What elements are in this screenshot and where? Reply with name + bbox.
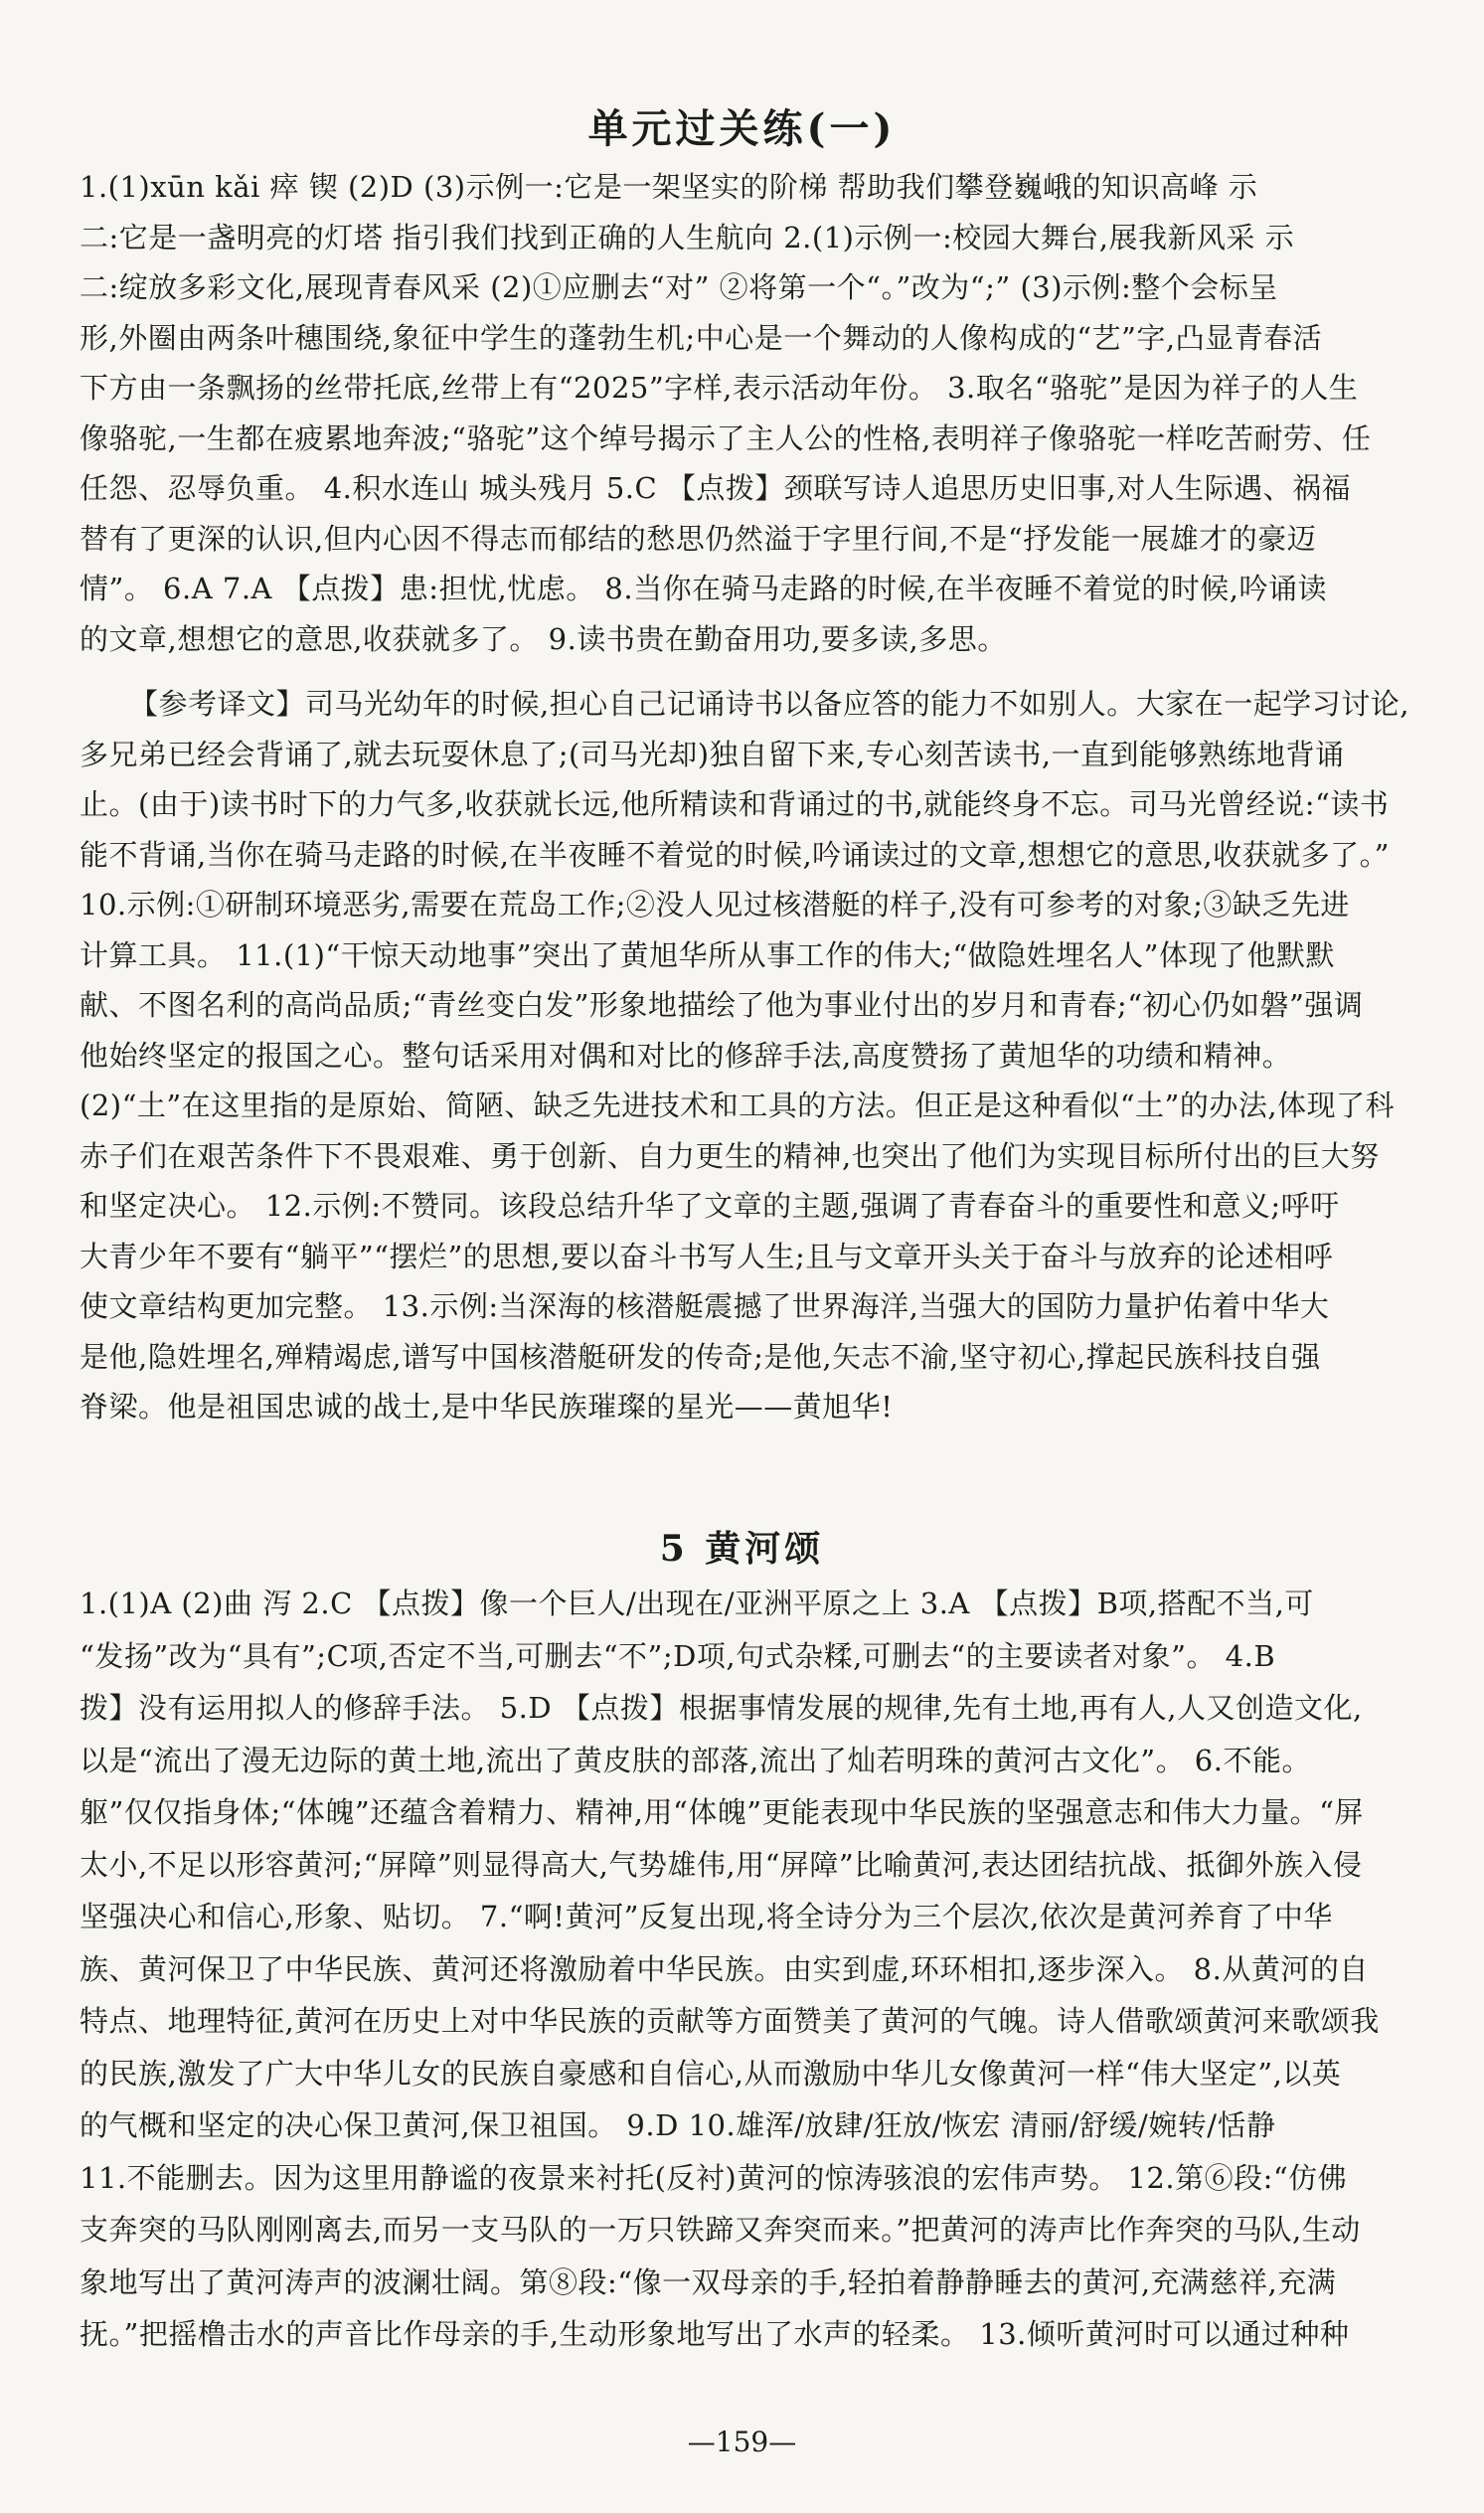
text-line: 躯”仅仅指身体;“体魄”还蕴含着精力、精神,用“体魄”更能表现中华民族的坚强意志和伟大力量。“屏: [80, 1795, 1364, 1829]
text-line: 抚。”把摇橹击水的声音比作母亲的手,生动形象地写出了水声的轻柔。 13.倾听黄河时可以通过种种: [80, 2317, 1350, 2351]
text-line: 拨】没有运用拟人的修辞手法。 5.D 【点拨】根据事情发展的规律,先有土地,再有人,人又创造文化,: [80, 1691, 1363, 1725]
text-line: 止。(由于)读书时下的力气多,收获就长远,他所精读和背诵过的书,就能终身不忘。司马光曾经说:“读书: [80, 787, 1390, 821]
text-line: 大青少年不要有“躺平”“摆烂”的思想,要以奋斗书写人生;且与文章开头关于奋斗与放弃的论述相呼: [80, 1239, 1334, 1273]
text-line: 下方由一条飘扬的丝带托底,丝带上有“2025”字样,表示活动年份。 3.取名“骆驼”是因为祥子的人生: [80, 371, 1359, 405]
text-line: 像骆驼,一生都在疲累地奔波;“骆驼”这个绰号揭示了主人公的性格,表明祥子像骆驼一样吃苦耐劳、任: [80, 420, 1372, 455]
text-line: 献、不图名利的高尚品质;“青丝变白发”形象地描绘了他为事业付出的岁月和青春;“初心仍如磐”强调: [80, 988, 1364, 1022]
text-line: 使文章结构更加完整。 13.示例:当深海的核潜艇震撼了世界海洋,当强大的国防力量护佑着中华大: [80, 1289, 1330, 1323]
text-line: 11.不能删去。因为这里用静谧的夜景来衬托(反衬)黄河的惊涛骇浪的宏伟声势。 12.第⑥段:“仿佛: [80, 2160, 1348, 2195]
text-line: 形,外圈由两条叶穗围绕,象征中学生的蓬勃生机;中心是一个舞动的人像构成的“艺”字,凸显青春活: [80, 320, 1323, 355]
text-line: 支奔突的马队刚刚离去,而另一支马队的一万只铁蹄又奔突而来。”把黄河的涛声比作奔突的马队,生动: [80, 2213, 1361, 2247]
page-number: —159—: [687, 2426, 797, 2458]
text-line: 1.(1)A (2)曲 泻 2.C 【点拨】像一个巨人/出现在/亚洲平原之上 3.A 【点拨】B项,搭配不当,可: [80, 1587, 1314, 1620]
text-line: 的文章,想想它的意思,收获就多了。 9.读书贵在勤奋用功,要多读,多思。: [80, 621, 1007, 656]
text-line: 二:绽放多彩文化,展现青春风采 (2)①应删去“对” ②将第一个“。”改为“;” (3)示例:整个会标呈: [80, 270, 1278, 304]
text-line: 多兄弟已经会背诵了,就去玩耍休息了;(司马光却)独自留下来,专心刻苦读书,一直到能够熟练地背诵: [80, 737, 1345, 771]
text-line: 10.示例:①研制环境恶劣,需要在荒岛工作;②没人见过核潜艇的样子,没有可参考的对象;③缺乏先进: [80, 888, 1350, 921]
text-line: 能不背诵,当你在骑马走路的时候,在半夜睡不着觉的时候,吟诵读过的文章,想想它的意思,收获就多了。”: [80, 837, 1390, 872]
text-line: 特点、地理特征,黄河在历史上对中华民族的贡献等方面赞美了黄河的气魄。诗人借歌颂黄河来歌颂我: [80, 2004, 1380, 2038]
text-line: 【参考译文】司马光幼年的时候,担心自己记诵诗书以备应答的能力不如别人。大家在一起学习讨论,: [129, 687, 1409, 721]
text-line: 1.(1)xūn kǎi 瘁 锲 (2)D (3)示例一:它是一架坚实的阶梯 帮助我们攀登巍峨的知识高峰 示: [80, 170, 1258, 204]
text-line: 坚强决心和信心,形象、贴切。 7.“啊!黄河”反复出现,将全诗分为三个层次,依次是黄河养育了中华: [80, 1900, 1333, 1933]
text-line: 以是“流出了漫无边际的黄土地,流出了黄皮肤的部落,流出了灿若明珠的黄河古文化”。 6.不能。: [80, 1743, 1311, 1777]
text-line: 赤子们在艰苦条件下不畏艰难、勇于创新、自力更生的精神,也突出了他们为实现目标所付出的巨大努: [80, 1138, 1380, 1173]
text-line: 的民族,激发了广大中华儿女的民族自豪感和自信心,从而激励中华儿女像黄河一样“伟大坚定”,以英: [80, 2056, 1342, 2091]
text-line: 和坚定决心。 12.示例:不赞同。该段总结升华了文章的主题,强调了青春奋斗的重要性和意义;呼吁: [80, 1189, 1340, 1223]
text-line: 替有了更深的认识,但内心因不得志而郁结的愁思仍然溢于字里行间,不是“抒发能一展雄才的豪迈: [80, 521, 1317, 556]
section-title-unit-review: 单元过关练(一): [587, 105, 897, 152]
text-line: 族、黄河保卫了中华民族、黄河还将激励着中华民族。由实到虚,环环相扣,逐步深入。 8.从黄河的自: [80, 1951, 1369, 1986]
text-line: 是他,隐姓埋名,殚精竭虑,谱写中国核潜艇研发的传奇;是他,矢志不渝,坚守初心,撑起民族科技自强: [80, 1339, 1321, 1374]
text-line: 脊梁。他是祖国忠诚的战士,是中华民族璀璨的星光——黄旭华!: [80, 1390, 894, 1424]
text-line: 计算工具。 11.(1)“干惊天动地事”突出了黄旭华所从事工作的伟大;“做隐姓埋名人”体现了他默默: [80, 937, 1335, 972]
text-line: 的气概和坚定的决心保卫黄河,保卫祖国。 9.D 10.雄浑/放肆/狂放/恢宏 清丽/舒缓/婉转/恬静: [80, 2108, 1276, 2142]
text-line: 二:它是一盏明亮的灯塔 指引我们找到正确的人生航向 2.(1)示例一:校园大舞台,展我新风采 示: [80, 220, 1295, 254]
text-line: 任怨、忍辱负重。 4.积水连山 城头残月 5.C 【点拨】颈联写诗人追思历史旧事,对人生际遇、祸福: [80, 471, 1352, 505]
text-line: 他始终坚定的报国之心。整句话采用对偶和对比的修辞手法,高度赞扬了黄旭华的功绩和精神。: [80, 1038, 1292, 1073]
text-line: 象地写出了黄河涛声的波澜壮阔。第⑧段:“像一双母亲的手,轻拍着静静睡去的黄河,充满慈祥,充满: [80, 2264, 1337, 2299]
section-title-yellow-river-ode: 5 黄河颂: [659, 1528, 825, 1570]
page-edge-shadow: [1444, 0, 1484, 2513]
text-line: “发扬”改为“具有”;C项,否定不当,可删去“不”;D项,句式杂糅,可删去“的主要读者对象”。 4.B: [80, 1638, 1276, 1673]
text-line: (2)“土”在这里指的是原始、简陋、缺乏先进技术和工具的方法。但正是这种看似“土”的办法,体现了科: [80, 1089, 1396, 1122]
text-line: 情”。 6.A 7.A 【点拨】患:担忧,忧虑。 8.当你在骑马走路的时候,在半夜睡不着觉的时候,吟诵读: [80, 572, 1328, 605]
text-line: 太小,不足以形容黄河;“屏障”则显得高大,气势雄伟,用“屏障”比喻黄河,表达团结抗战、抵御外族入侵: [80, 1847, 1363, 1882]
